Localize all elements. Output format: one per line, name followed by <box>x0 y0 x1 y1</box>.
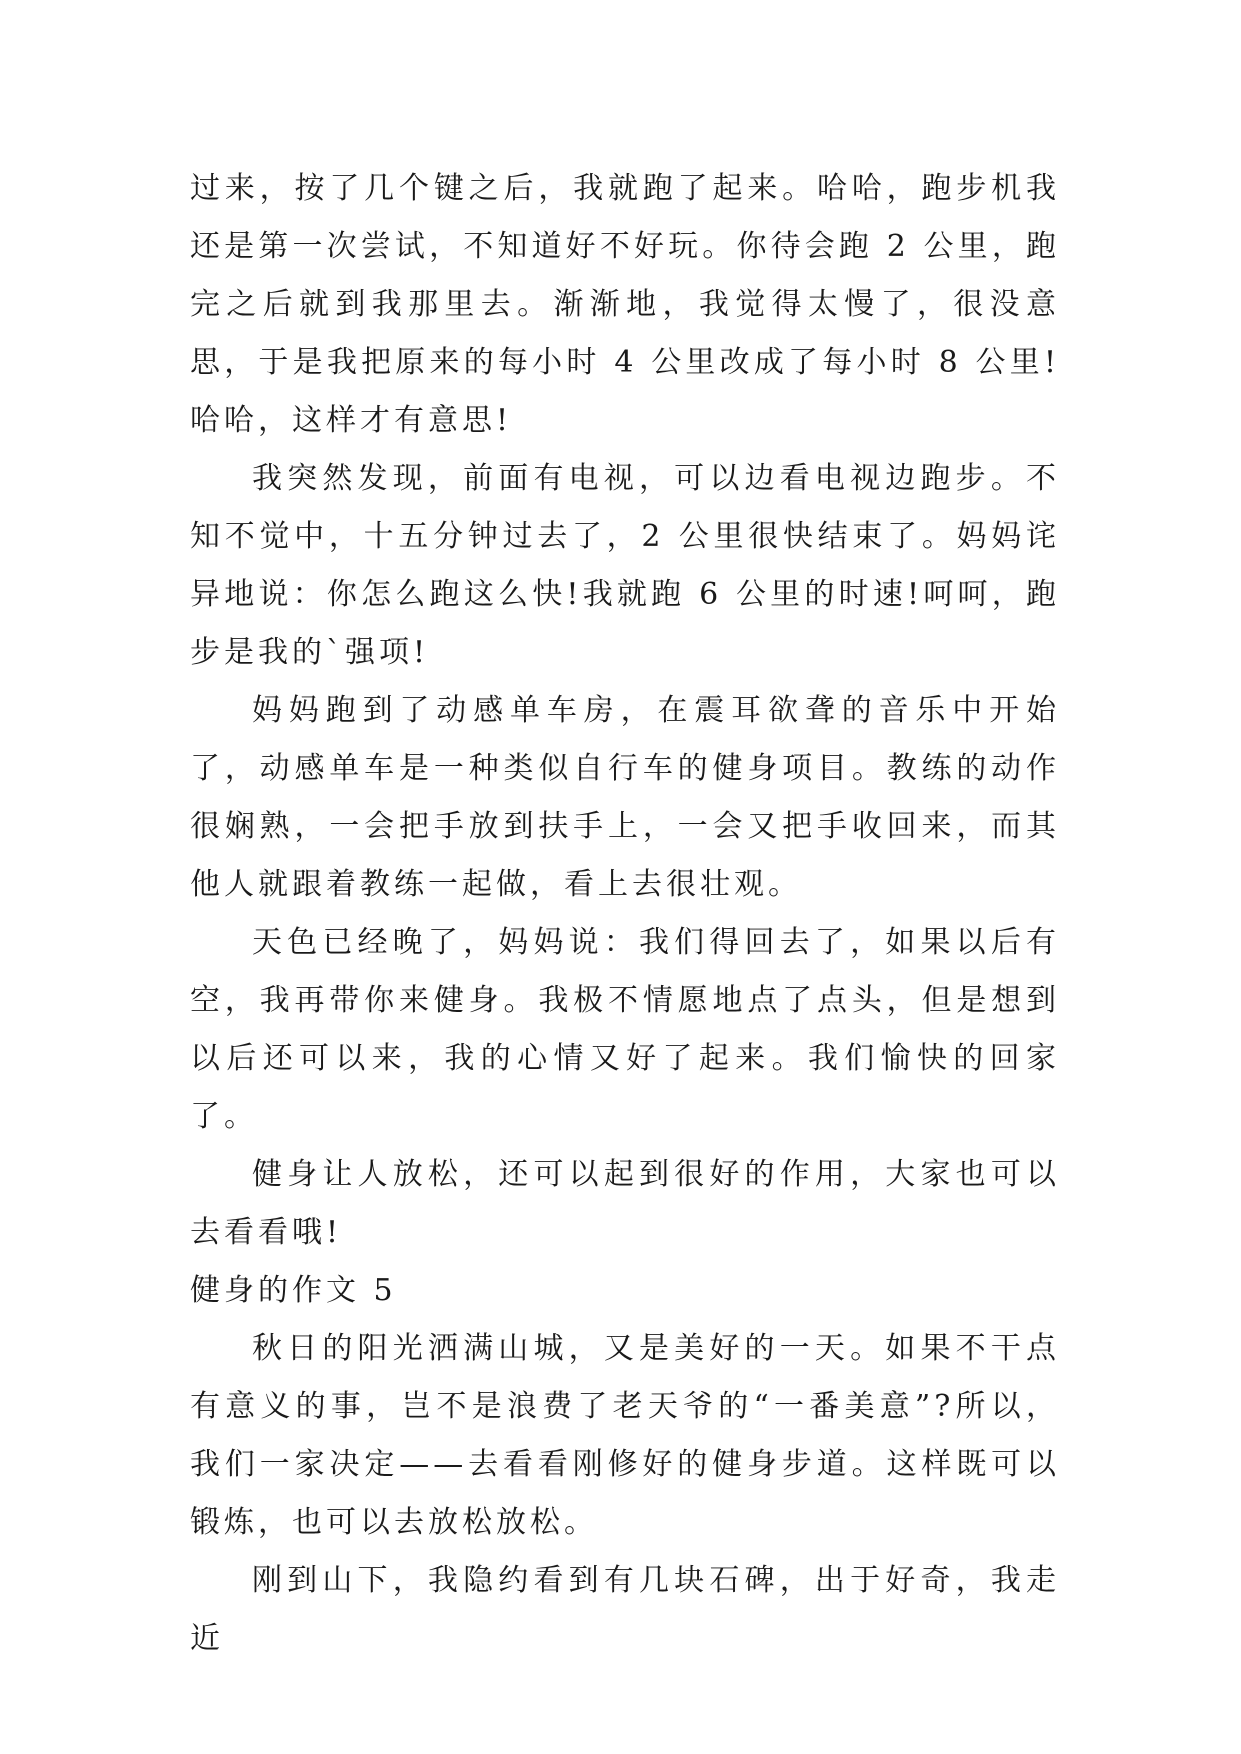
paragraph-5: 健身让人放松，还可以起到很好的作用，大家也可以去看看哦! <box>190 1157 1060 1250</box>
section-heading: 健身的作文 5 <box>190 1273 397 1308</box>
paragraph-7: 刚到山下，我隐约看到有几块石碑，出于好奇，我走近 <box>190 1563 1060 1656</box>
paragraph-4: 天色已经晚了，妈妈说：我们得回去了，如果以后有空，我再带你来健身。我极不情愿地点了点头，但是想到以后还可以来，我的心情又好了起来。我们愉快的回家了。 <box>190 925 1060 1134</box>
paragraph-1: 过来，按了几个键之后，我就跑了起来。哈哈，跑步机我还是第一次尝试，不知道好不好玩。你待会跑 2 公里，跑完之后就到我那里去。渐渐地，我觉得太慢了，很没意思，于是我把原来的每小时 4 公里改成了每小时 8 公里!哈哈，这样才有意思! <box>190 171 1060 438</box>
paragraph-6: 秋日的阳光洒满山城，又是美好的一天。如果不干点有意义的事，岂不是浪费了老天爷的“一番美意”?所以，我们一家决定——去看看刚修好的健身步道。这样既可以锻炼，也可以去放松放松。 <box>190 1331 1060 1540</box>
paragraph-3: 妈妈跑到了动感单车房，在震耳欲聋的音乐中开始了，动感单车是一种类似自行车的健身项目。教练的动作很娴熟，一会把手放到扶手上，一会又把手收回来，而其他人就跟着教练一起做，看上去很壮观。 <box>190 693 1060 902</box>
document-body <box>190 160 1060 1668</box>
paragraph-2: 我突然发现，前面有电视，可以边看电视边跑步。不知不觉中，十五分钟过去了，2 公里很快结束了。妈妈诧异地说：你怎么跑这么快!我就跑 6 公里的时速!呵呵，跑步是我的`强项! <box>190 461 1060 670</box>
